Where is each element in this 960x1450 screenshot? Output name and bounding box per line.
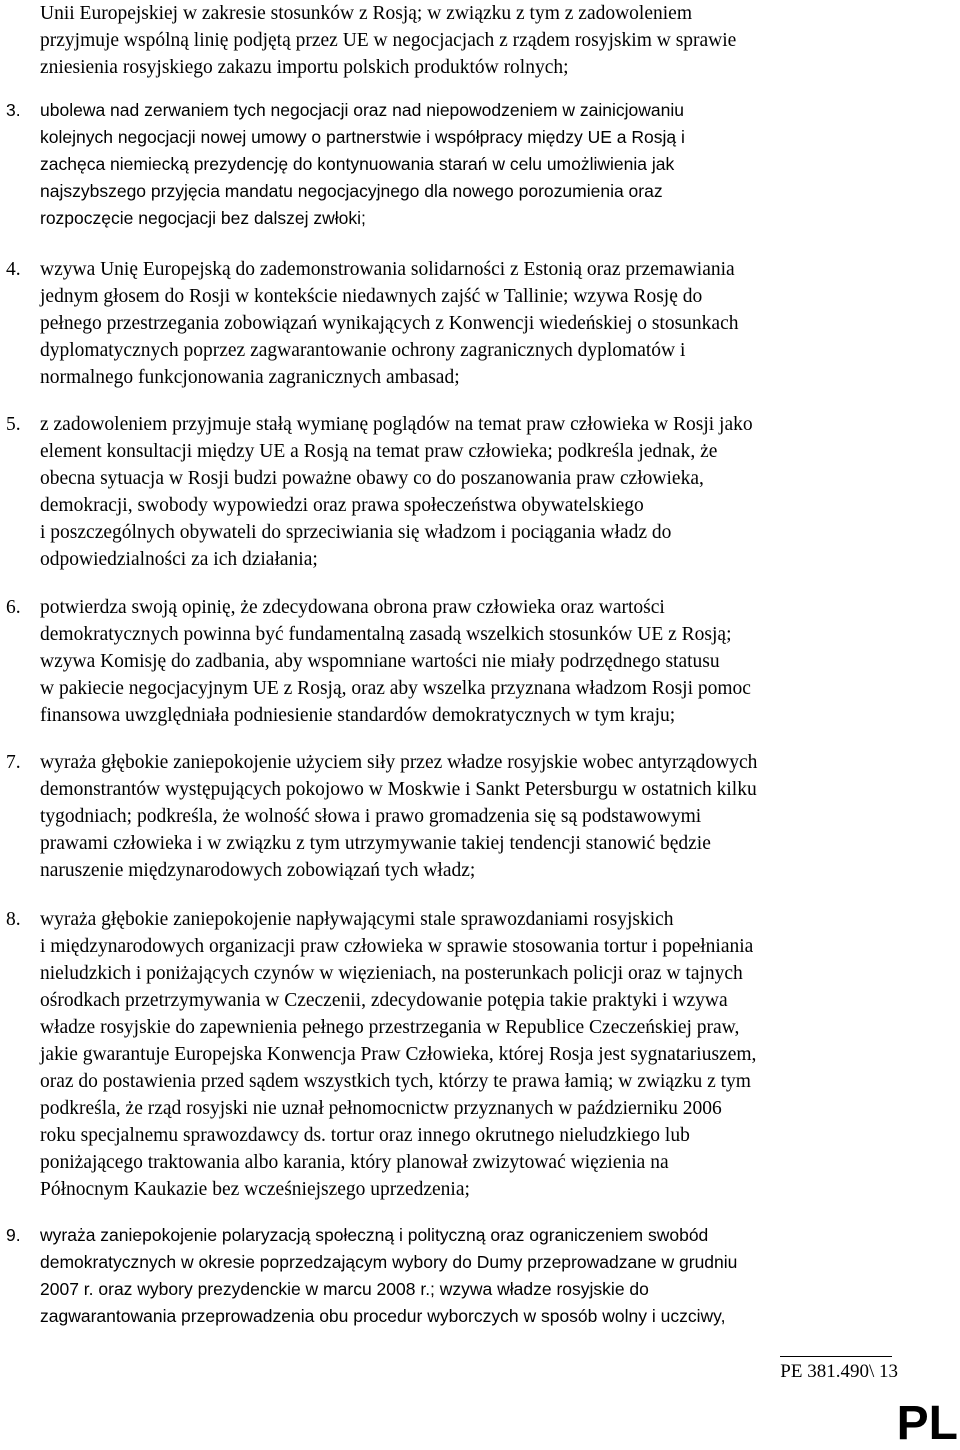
text-line: Północnym Kaukazie bez wcześniejszego uprzedzenia; [40, 1179, 470, 1200]
text-line: wyraża zaniepokojenie polaryzacją społeczną i polityczną oraz ograniczeniem swobód [40, 1225, 709, 1245]
text-line: kolejnych negocjacji nowej umowy o partnerstwie i współpracy między UE a Rosją i [40, 127, 685, 147]
text-line: ośrodkach przetrzymywania w Czeczenii, zdecydowanie potępia takie praktyki i wzywa [40, 990, 728, 1011]
text-line: zagwarantowania przeprowadzenia obu procedur wyborczych w sposób wolny i uczciwy, [40, 1306, 726, 1326]
text-line: tygodniach; podkreśla, że wolność słowa i prawo gromadzenia się są podstawowymi [40, 806, 702, 827]
text-line: obecna sytuacja w Rosji budzi poważne obawy co do poszanowania praw człowieka, [40, 468, 704, 489]
text-line: wzywa Komisję do zadbania, aby wspomniane wartości nie miały podrzędnego statusu [40, 651, 720, 672]
text-line: najszybszego przyjęcia mandatu negocjacyjnego dla nowego porozumienia oraz [40, 181, 663, 201]
text-line: rozpoczęcie negocjacji bez dalszej zwłoki; [40, 208, 366, 228]
text-line: 2007 r. oraz wybory prezydenckie w marcu 2008 r.; wzywa władze rosyjskie do [40, 1279, 649, 1299]
text-line: poniżającego traktowania albo karania, który planował zwizytować więzienia na [40, 1152, 669, 1173]
item-number: 9. [6, 1225, 21, 1245]
text-line: finansowa uwzględniała podniesienie standardów demokratycznych w tym kraju; [40, 705, 676, 726]
item-number: 6. [6, 597, 21, 618]
text-line: Unii Europejskiej w zakresie stosunków z Rosją; w związku z tym z zadowoleniem [40, 3, 692, 24]
text-line: dyplomatycznych poprzez zagwarantowanie ochrony zagranicznych dyplomatów i [40, 340, 686, 361]
text-line: i poszczególnych obywateli do sprzeciwiania się władzom i pociągania władz do [40, 522, 672, 543]
intro-paragraph [40, 0, 940, 81]
text-line: ubolewa nad zerwaniem tych negocjacji oraz nad niepowodzeniem w zainicjowaniu [40, 100, 684, 120]
item-number: 7. [6, 752, 21, 773]
text-line: nieludzkich i poniżających czynów w więzieniach, na posterunkach policji oraz w tajnych [40, 963, 743, 984]
text-line: z zadowoleniem przyjmuje stałą wymianę poglądów na temat praw człowieka w Rosji jako [40, 414, 753, 435]
item-text [40, 256, 940, 391]
item-text [40, 594, 940, 729]
text-line: władze rosyjskie do zapewnienia pełnego przestrzegania w Republice Czeczeńskiej praw, [40, 1017, 740, 1038]
item-number: 5. [6, 414, 21, 435]
text-line: oraz do postawienia przed sądem wszystkich tych, którzy te prawa łamią; w związku z tym [40, 1071, 751, 1092]
text-line: podkreśla, że rząd rosyjski nie uznał pełnomocnictw przyznanych w październiku 2006 [40, 1098, 722, 1119]
text-line: normalnego funkcjonowania zagranicznych ambasad; [40, 367, 460, 388]
text-line: zachęca niemiecką prezydencję do kontynuowania starań w celu umożliwienia jak [40, 154, 675, 174]
document-reference: PE 381.490\ 13 [780, 1361, 898, 1382]
text-line: jednym głosem do Rosji w kontekście niedawnych zajść w Tallinie; wzywa Rosję do [40, 286, 703, 307]
text-line: element konsultacji między UE a Rosją na temat praw człowieka; podkreśla jednak, że [40, 441, 718, 462]
item-number: 8. [6, 909, 21, 930]
text-line: roku specjalnemu sprawozdawcy ds. tortur oraz innego okrutnego nieludzkiego lub [40, 1125, 690, 1146]
text-line: jakie gwarantuje Europejska Konwencja Praw Człowieka, której Rosja jest sygnatariuszem, [40, 1044, 757, 1065]
text-line: wyraża głębokie zaniepokojenie użyciem siły przez władze rosyjskie wobec antyrządowych [40, 752, 758, 773]
text-line: demokratycznych w okresie poprzedzającym wybory do Dumy przeprowadzane w grudniu [40, 1252, 738, 1272]
item-text [40, 97, 940, 232]
item-number: 4. [6, 259, 21, 280]
text-line: w pakiecie negocjacyjnym UE z Rosją, oraz aby wszelka przyznana władzom Rosji pomoc [40, 678, 751, 699]
text-line: demokratycznych powinna być fundamentalną zasadą wszelkich stosunków UE z Rosją; [40, 624, 732, 645]
text-line: przyjmuje wspólną linię podjętą przez UE w negocjacjach z rządem rosyjskim w sprawie [40, 30, 737, 51]
item-text [40, 749, 940, 884]
text-line: demokracji, swobody wypowiedzi oraz prawa społeczeństwa obywatelskiego [40, 495, 644, 516]
item-text [40, 1222, 940, 1330]
item-number: 3. [6, 100, 21, 120]
text-line: pełnego przestrzegania zobowiązań wynikających z Konwencji wiedeńskiej o stosunkach [40, 313, 739, 334]
text-line: naruszenie międzynarodowych zobowiązań tych władz; [40, 860, 476, 881]
text-line: potwierdza swoją opinię, że zdecydowana obrona praw człowieka oraz wartości [40, 597, 665, 618]
text-line: i międzynarodowych organizacji praw człowieka w sprawie stosowania tortur i popełniania [40, 936, 754, 957]
item-text [40, 411, 940, 573]
text-line: prawami człowieka i w związku z tym utrzymywanie takiej tendencji stanowić będzie [40, 833, 711, 854]
text-line: wzywa Unię Europejską do zademonstrowania solidarności z Estonią oraz przemawiania [40, 259, 735, 280]
item-text [40, 906, 940, 1203]
text-line: odpowiedzialności za ich działania; [40, 549, 318, 570]
footer-divider [780, 1356, 892, 1357]
text-line: zniesienia rosyjskiego zakazu importu polskich produktów rolnych; [40, 57, 569, 78]
text-line: wyraża głębokie zaniepokojenie napływającymi stale sprawozdaniami rosyjskich [40, 909, 674, 930]
language-code: PL [896, 1397, 958, 1450]
text-line: demonstrantów występujących pokojowo w Moskwie i Sankt Petersburgu w ostatnich kilku [40, 779, 757, 800]
